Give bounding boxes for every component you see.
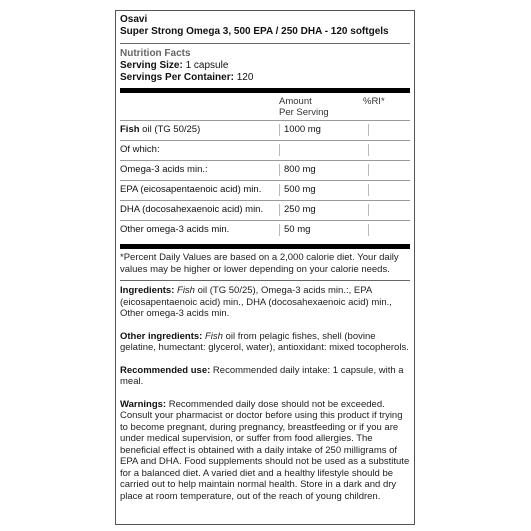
supplement-facts-panel [115,10,415,525]
table-row [120,220,410,240]
other-ingredients-bold-word: Fish [204,330,223,342]
row-name: DHA (docosahexaenoic acid) min. [120,204,264,215]
divider [120,280,410,281]
row-ri [368,204,409,216]
amount-header-line2: Per Serving [279,107,329,118]
row-amount: 1000 mg [284,124,321,135]
thick-divider [120,88,410,93]
ingredients-text: oil (TG 50/25), Omega-3 acids min.:, EPA (eicosapentaenoic acid) min., DHA (docosahexaenoic acid) min., Other omega-3 acids min. [120,285,392,319]
row-amount [280,144,368,156]
row-amount: 50 mg [284,224,311,235]
amount-header [279,96,363,120]
other-ingredients-text: oil from pelagic fishes, shell (bovine gelatine, humectant: glycerol, water), antioxidant: mixed tocopherols. [120,330,409,353]
other-ingredients-label: Other ingredients: [120,330,203,342]
recommended-use-label: Recommended use: [120,364,211,376]
ingredients-bold-word: Fish [177,285,195,296]
thick-divider [120,244,410,249]
row-name-bold: Fish [120,124,140,135]
brand-name: Osavi [120,14,148,25]
daily-values-footnote: *Percent Daily Values are based on a 2,000 calorie diet. Your daily values may be higher or lower depending on your calorie needs. [120,252,399,275]
recommended-use-text: Recommended daily intake: 1 capsule, with a meal. [120,364,404,387]
servings-label: Servings Per Container: [120,72,234,83]
row-ri [368,124,409,136]
ingredients-section [120,285,410,320]
row-name: oil (TG 50/25) [139,124,201,135]
ri-header: %RI* [363,96,385,107]
amount-header-line1: Amount [279,96,312,107]
row-amount: 800 mg [284,164,316,175]
recommended-use-section [120,365,410,388]
row-ri [368,164,409,176]
table-row [120,160,410,180]
row-name: Of which: [120,144,160,155]
row-ri [368,224,409,236]
ingredients-label: Ingredients: [120,285,175,296]
warnings-section [120,399,410,503]
warnings-label: Warnings: [120,398,167,410]
serving-size-label: Serving Size: [120,60,183,71]
row-name: Omega-3 acids min.: [120,164,208,175]
table-row [120,180,410,200]
servings-value: 120 [236,72,254,83]
servings-per-container [120,72,410,84]
nutrition-facts-title: Nutrition Facts [120,48,191,59]
serving-size-value: 1 capsule [185,60,229,71]
row-ri [368,144,409,156]
divider [120,43,410,44]
table-row [120,120,410,140]
product-title: Super Strong Omega 3, 500 EPA / 250 DHA - 120 softgels [120,26,389,37]
row-name: EPA (eicosapentaenoic acid) min. [120,184,262,195]
row-ri [368,184,409,196]
table-row [120,140,410,160]
serving-size [120,60,410,72]
facts-table [120,120,410,240]
row-amount: 250 mg [284,204,316,215]
table-row [120,200,410,220]
facts-table-header [120,96,410,120]
warnings-text: Recommended daily dose should not be exceeded. Consult your pharmacist or doctor before using this product if trying to become pregnant, during pregnancy, breastfeeding or if you are under medical supervision, or suffer from food allergies. The beneficial effect is obtained with a daily intake of 250 milligrams of EPA and DHA. Food supplements should not be used as a substitute for a balanced diet. A varied diet and a healthy lifestyle should be carried out to help maintain normal health. Store in a dark and dry place at room temperature, out of the reach of young children. [120,398,410,502]
other-ingredients-section [120,331,410,354]
row-name: Other omega-3 acids min. [120,224,230,235]
row-amount: 500 mg [284,184,316,195]
